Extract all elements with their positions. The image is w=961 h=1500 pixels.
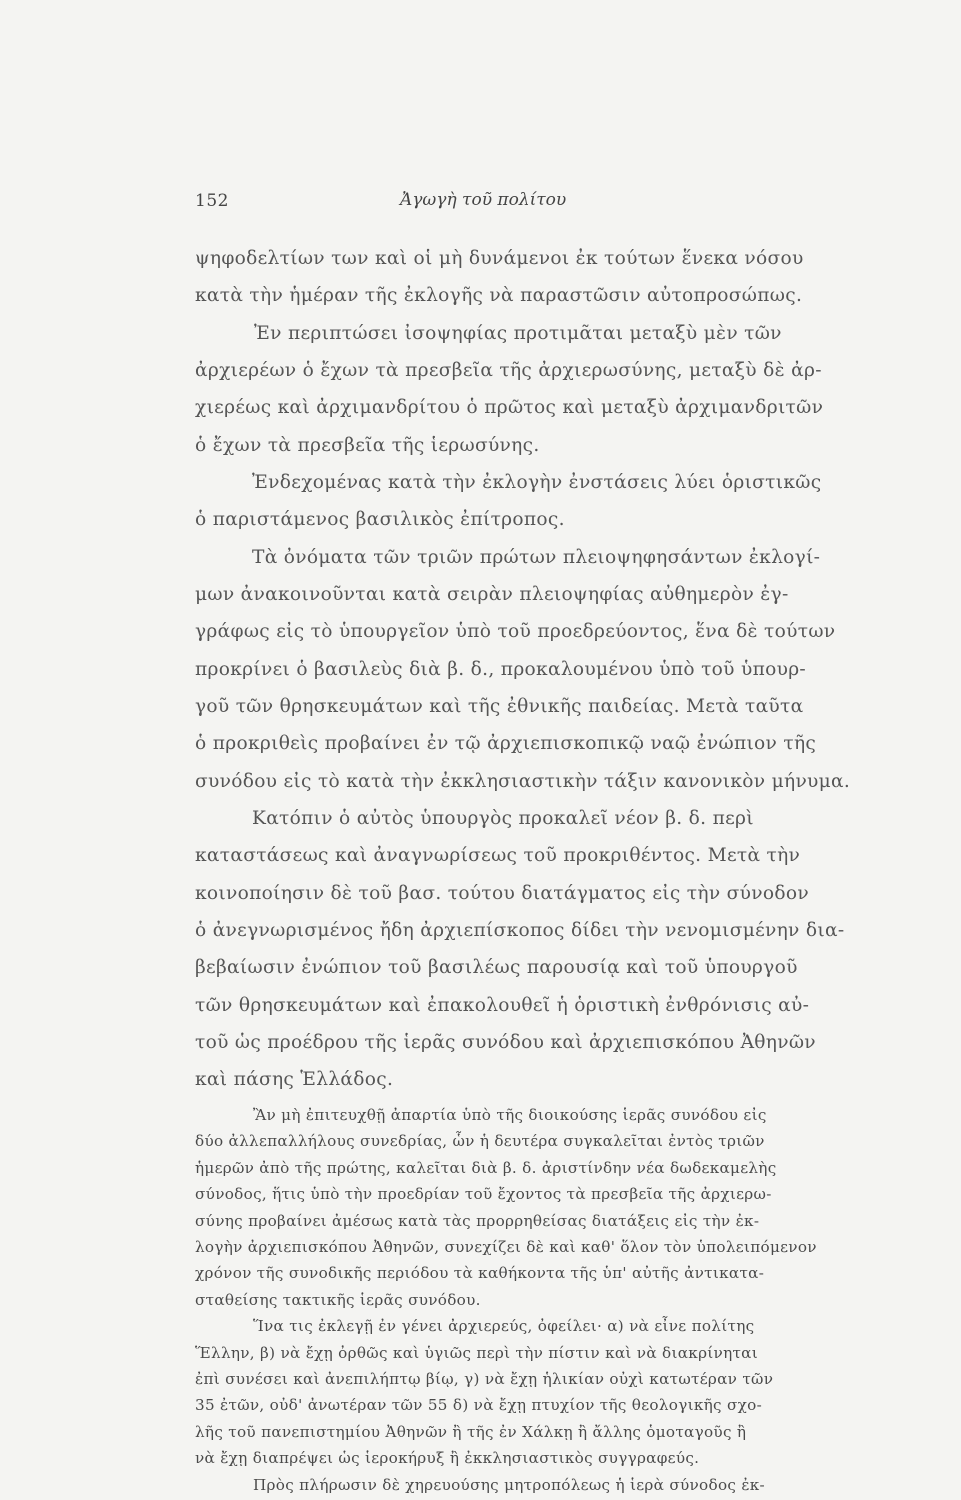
note-line: Ἵνα τις ἐκλεγῇ ἐν γένει ἀρχιερεύς, ὀφείλει· α) νὰ εἶνε πολίτης: [253, 1317, 755, 1336]
note-line: σύνοδος, ἥτις ὑπὸ τὴν προεδρίαν τοῦ ἔχοντος τὰ πρεσβεῖα τῆς ἀρχιερω-: [195, 1185, 772, 1204]
note-line: ἡμερῶν ἀπὸ τῆς πρώτης, καλεῖται διὰ β. δ. ἀριστίνδην νέα δωδεκαμελὴς: [195, 1158, 777, 1177]
main-line: χιερέως καὶ ἀρχιμανδρίτου ὁ πρῶτος καὶ μεταξὺ ἀρχιμανδριτῶν: [195, 397, 824, 418]
note-line: Ἕλλην, β) νὰ ἔχῃ ὀρθῶς καὶ ὑγιῶς περὶ τὴν πίστιν καὶ νὰ διακρίνηται: [195, 1343, 758, 1362]
running-title: Ἀγωγὴ τοῦ πολίτου: [400, 190, 567, 210]
main-line: Ἐνδεχομένας κατὰ τὴν ἐκλογὴν ἐνστάσεις λύει ὁριστικῶς: [252, 472, 822, 493]
note-line: 35 ἐτῶν, οὐδ' ἀνωτέραν τῶν 55 δ) νὰ ἔχῃ πτυχίον τῆς θεολογικῆς σχο-: [195, 1396, 763, 1415]
note-line: χρόνον τῆς συνοδικῆς περιόδου τὰ καθήκοντα τῆς ὑπ' αὐτῆς ἀντικατα-: [195, 1264, 765, 1283]
main-line: ἀρχιερέων ὁ ἔχων τὰ πρεσβεῖα τῆς ἀρχιερωσύνης, μεταξὺ δὲ ἀρ-: [195, 360, 822, 381]
main-line: καὶ πάσης Ἑλλάδος.: [195, 1069, 394, 1090]
main-line: μων ἀνακοινοῦνται κατὰ σειρὰν πλειοψηφίας αὐθημερὸν ἐγ-: [195, 584, 789, 605]
main-line: ὁ παριστάμενος βασιλικὸς ἐπίτροπος.: [195, 509, 565, 530]
main-line: ὁ προκριθεὶς προβαίνει ἐν τῷ ἀρχιεπισκοπικῷ ναῷ ἐνώπιον τῆς: [195, 733, 817, 754]
main-line: συνόδου εἰς τὸ κατὰ τὴν ἐκκλησιαστικὴν τάξιν κανονικὸν μήνυμα.: [195, 771, 851, 792]
main-line: Τὰ ὀνόματα τῶν τριῶν πρώτων πλειοψηφησάντων ἐκλογί-: [252, 547, 821, 568]
note-line: δύο ἀλλεπαλλήλους συνεδρίας, ὧν ἡ δευτέρα συγκαλεῖται ἐντὸς τριῶν: [195, 1132, 765, 1151]
main-line: γοῦ τῶν θρησκευμάτων καὶ τῆς ἐθνικῆς παιδείας. Μετὰ ταῦτα: [195, 696, 804, 717]
note-line: λῆς τοῦ πανεπιστημίου Ἀθηνῶν ἢ τῆς ἐν Χάλκῃ ἢ ἄλλης ὁμοταγοῦς ἢ: [195, 1422, 747, 1441]
main-line: τῶν θρησκευμάτων καὶ ἐπακολουθεῖ ἡ ὁριστικὴ ἐνθρόνισις αὐ-: [195, 995, 810, 1016]
main-line: κατὰ τὴν ἡμέραν τῆς ἐκλογῆς νὰ παραστῶσιν αὐτοπροσώπως.: [195, 285, 803, 306]
main-line: τοῦ ὡς προέδρου τῆς ἱερᾶς συνόδου καὶ ἀρχιεπισκόπου Ἀθηνῶν: [195, 1032, 816, 1053]
main-line: Ἐν περιπτώσει ἰσοψηφίας προτιμᾶται μεταξὺ μὲν τῶν: [254, 323, 782, 344]
main-line: καταστάσεως καὶ ἀναγνωρίσεως τοῦ προκριθέντος. Μετὰ τὴν: [195, 845, 801, 866]
main-line: κοινοποίησιν δὲ τοῦ βασ. τούτου διατάγματος εἰς τὴν σύνοδον: [195, 883, 809, 904]
main-line: γράφως εἰς τὸ ὑπουργεῖον ὑπὸ τοῦ προεδρεύοντος, ἕνα δὲ τούτων: [195, 621, 836, 642]
page-header: [195, 191, 835, 219]
note-line: σύνης προβαίνει ἀμέσως κατὰ τὰς προρρηθείσας διατάξεις εἰς τὴν ἐκ-: [195, 1211, 760, 1230]
main-line: ὁ ἔχων τὰ πρεσβεῖα τῆς ἱερωσύνης.: [195, 435, 540, 456]
note-line: νὰ ἔχῃ διαπρέψει ὡς ἱεροκήρυξ ἢ ἐκκλησιαστικὸς συγγραφεύς.: [195, 1449, 700, 1468]
main-line: βεβαίωσιν ἐνώπιον τοῦ βασιλέως παρουσίᾳ καὶ τοῦ ὑπουργοῦ: [195, 957, 798, 978]
note-line: λογὴν ἀρχιεπισκόπου Ἀθηνῶν, συνεχίζει δὲ καὶ καθ' ὅλον τὸν ὑπολειπόμενον: [195, 1238, 817, 1256]
page-number: 152: [195, 191, 229, 211]
main-line: ὁ ἀνεγνωρισμένος ἤδη ἀρχιεπίσκοπος δίδει τὴν νενομισμένην δια-: [195, 920, 845, 941]
note-line: Ἂν μὴ ἐπιτευχθῇ ἀπαρτία ὑπὸ τῆς διοικούσης ἱερᾶς συνόδου εἰς: [253, 1106, 767, 1124]
note-line: ἐπὶ συνέσει καὶ ἀνεπιλήπτῳ βίῳ, γ) νὰ ἔχῃ ἡλικίαν οὐχὶ κατωτέραν τῶν: [195, 1370, 774, 1388]
main-line: Κατόπιν ὁ αὐτὸς ὑπουργὸς προκαλεῖ νέον β. δ. περὶ: [252, 808, 754, 829]
main-line: ψηφοδελτίων των καὶ οἱ μὴ δυνάμενοι ἐκ τούτων ἕνεκα νόσου: [195, 248, 804, 269]
note-line: Πρὸς πλήρωσιν δὲ χηρευούσης μητροπόλεως ἡ ἱερὰ σύνοδος ἐκ-: [253, 1475, 765, 1494]
note-line: σταθείσης τακτικῆς ἱερᾶς συνόδου.: [195, 1290, 481, 1309]
main-line: προκρίνει ὁ βασιλεὺς διὰ β. δ., προκαλουμένου ὑπὸ τοῦ ὑπουρ-: [195, 659, 807, 680]
